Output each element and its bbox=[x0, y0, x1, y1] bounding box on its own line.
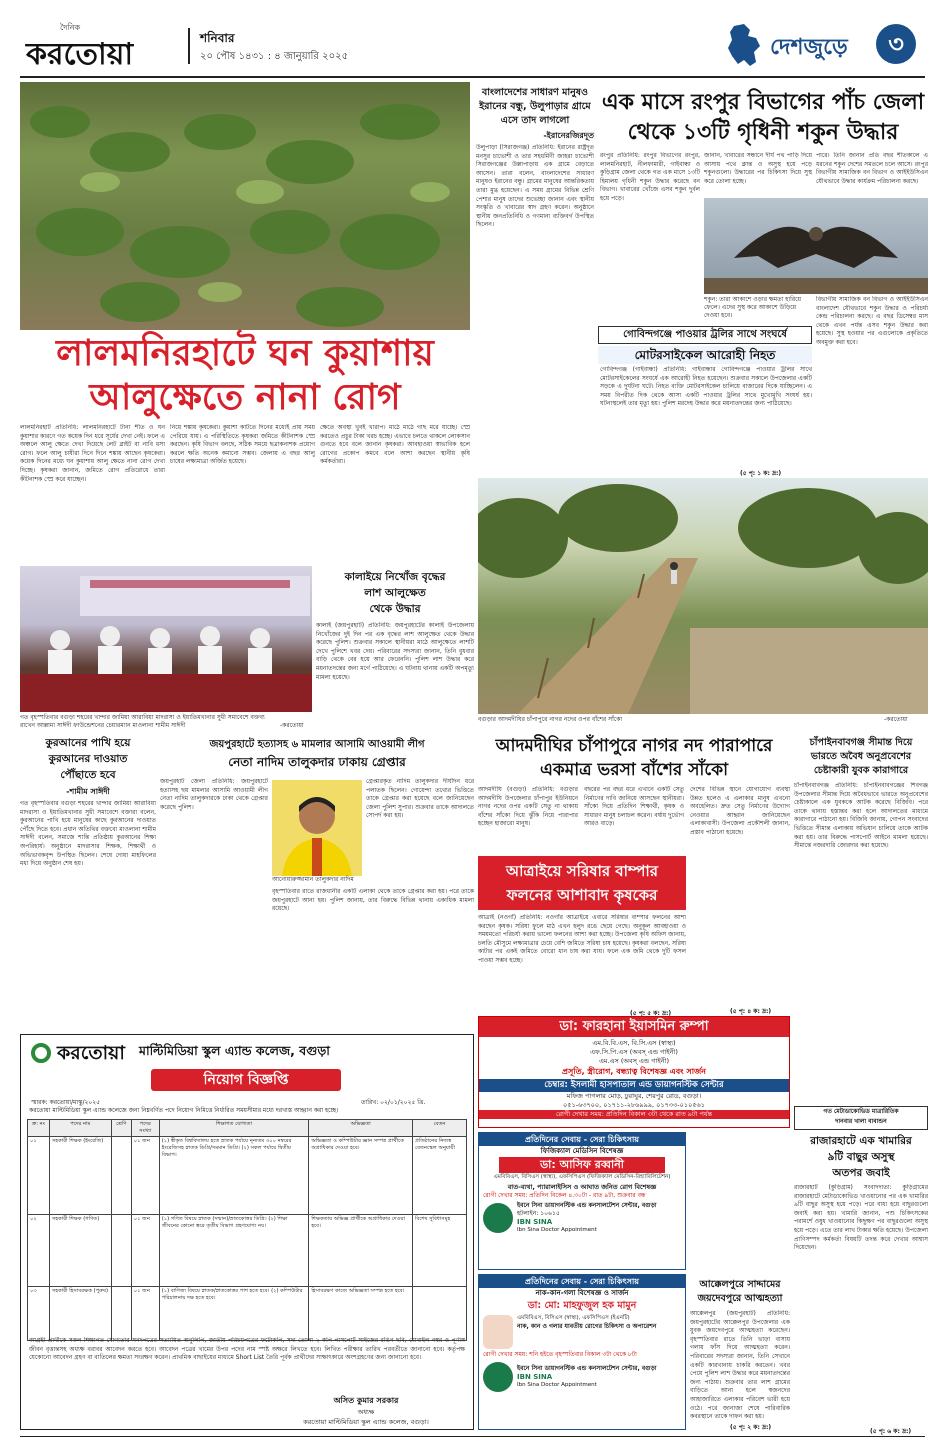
bridge-headline-1: আদমদীঘির চাঁপাপুরে নাগর নদ পারাপারে bbox=[495, 736, 773, 756]
cell bbox=[111, 1137, 131, 1215]
quran-head-3: পৌঁছাতে হবে bbox=[60, 769, 116, 781]
lalmonirhat-col-3: ক্ষেতে অবস্থা খুবই খারাপ। মাঠে মাঠে গাছ মরে যাচ্ছে। স্প্রে করতেও প্রচুর টাকা খরচ হচ্ছে। এভাবে চলতে থাকলে লোকসান গুনতে হবে বলে জানান কৃষকরা। আবহাওয়া স্বাভাবিক হলে রোগের প্রকোপ কমবে বলে আশা করছেন স্থানীয় কৃষি কর্মকর্তারা। bbox=[320, 424, 470, 466]
doctor1-name: ডা: ফারহানা ইয়াসমিন রুম্পা bbox=[479, 1017, 789, 1037]
page-number-text: ৩ bbox=[888, 30, 904, 58]
ulipur-head-3: এসে তাদ লাগলো bbox=[500, 115, 570, 126]
akkelpur-head-2: জয়দেবপুরে আত্মহত্যা bbox=[697, 1293, 783, 1304]
masthead-divider bbox=[188, 28, 190, 64]
ulipur-byline: -ইরানেরজিরদূত bbox=[543, 131, 594, 140]
masthead-rule bbox=[20, 76, 925, 78]
cell bbox=[413, 1287, 467, 1341]
atrai-body: আত্রাই (নওগাঁ) প্রতিনিধি: নওগাঁর আত্রাইয়ে এবারে সরিষার বাম্পার ফলনের আশা করছেন কৃষক। সরিষা ফুলে মাঠ এখন হলুদ রঙে ছেয়ে গেছে। অনুকূল আবহাওয়া ও সময়মতো পরিচর্যা করায় ভালো ফলনের আশা করা হচ্ছে। উপজেলা কৃষি অফিস জানায়, চলতি মৌসুমে লক্ষ্যমাত্রার চেয়ে বেশি জমিতে সরিষা চাষ হয়েছে। কৃষকরা বলছেন, সরিষা কাটার পর একই জমিতে বোরো ধান চাষ করা যায়। ফলে এক জমি থেকে দুটি ফসল পাওয়া সম্ভব হচ্ছে। bbox=[478, 914, 686, 964]
gobindaganj-body: গোবিন্দগঞ্জ (গাইবান্ধা) প্রতিনিধি: গাইবান্ধার গোবিন্দগঞ্জে পাওয়ার ট্রলির সাথে মোটরসাইকেলের সংঘর্ষে এক আরোহী নিহত হয়েছেন। শুক্রবার সকালে উপজেলার একটি সড়কে এ দুর্ঘটনা ঘটে। নিহত ব্যক্তি মোটরসাইকেল চালিয়ে বাজারের দিকে যাচ্ছিলেন। এ সময় বিপরীত দিক থেকে আসা একটি পাওয়ার ট্রলির সাথে মুখোমুখি সংঘর্ষ হয়। ঘটনাস্থলেই তার মৃত্যু হয়। পুলিশ মরদেহ উদ্ধার করে ময়নাতদন্তের জন্য পাঠিয়েছে। bbox=[600, 366, 812, 408]
cell: ০৩ bbox=[28, 1287, 50, 1341]
doctor3-time: রোগী দেখার সময়: শনি হইতে বৃহস্পতিবার বিকাল ৩টা থেকে ৮টা bbox=[483, 1351, 637, 1358]
vulture-right-col: বিভাগীয় সামাজিক বন বিভাগ ও আইইউসিএন বাংলাদেশ যৌথভাবে শকুন উদ্ধার ও পরিচর্যা কেন্দ্র পরিচালনা করছে। এ বছর ডিসেম্বর মাস থেকে এখন পর্যন্ত এসব শকুন উদ্ধার করা হয়েছে। সুস্থ হওয়ার পর এগুলোকে প্রকৃতিতে অবমুক্ত করা হবে। bbox=[816, 296, 928, 346]
col-experience: অভিজ্ঞতা bbox=[309, 1120, 413, 1137]
doctor-ad-2 bbox=[478, 1132, 686, 1270]
doctor2-brand: IBN SINA bbox=[517, 1218, 553, 1226]
school-memo: স্মারক: করতোয়া/মাস্কু/২০২৫ bbox=[31, 1099, 101, 1106]
doctor3-specialty: নাক, কান ও গলার যাবতীয় রোগের চিকিৎসা ও অপারেশন bbox=[517, 1322, 657, 1330]
akkelpur-head-1: আক্কেলপুরে সাদ্দামের bbox=[699, 1279, 781, 1290]
nadim-photo-caption: আনোয়ারুজ্জামান তালুকদার নাদিম bbox=[272, 876, 354, 883]
bridge-credit: -করতোয়া bbox=[884, 716, 908, 723]
chapai-head-3: চেষ্টাকারী যুবক কারাগারে bbox=[813, 765, 909, 776]
doctor2-center: ইবনে সিনা ডায়াগনস্টিক এন্ড কনসালটেশন সেন্টার, বগুড়া bbox=[517, 1202, 657, 1209]
lalmonirhat-col-2: নিয়ে শঙ্কায় কৃষকেরা। কুয়াশা কাটতে দিনের মধ্যেই প্রায় সময় পেরিয়ে যায়। এ পরিস্থিতিতে কৃষকরা জমিতে কীটনাশক স্প্রে করছেন। কৃষি বিভাগ বলছে, সঠিক সময়ে ছত্রাকনাশক প্রয়োগ করলে ক্ষতি অনেক কমানো সম্ভব। জেলায় এ বছর আলু চাষের লক্ষ্যমাত্রা অর্জিত হয়েছে। bbox=[170, 424, 315, 466]
bridge-photo bbox=[478, 478, 928, 714]
school-logo: করতোয়া bbox=[57, 1042, 125, 1064]
chapai-head-2: ভারতে অবৈধ অনুপ্রবেশের bbox=[810, 751, 912, 762]
doctor3-degrees: এমবিবিএস, বিসিএস (স্বাস্থ্য), এফসিপিএস (ইএনটি) bbox=[517, 1315, 630, 1321]
joypurhat-col-1: জয়পুরহাট জেলা প্রতিনিধি: জয়পুরহাটে হত্যাসহ ছয় মামলার আসামি আওয়ামী লীগ নেতা নাদিম তালুকদারকে ঢাকা থেকে গ্রেপ্তার করেছে পুলিশ। bbox=[160, 778, 268, 811]
doctor2-dept: ফিজিক্যাল মেডিসিন বিশেষজ্ঞ bbox=[540, 1147, 624, 1155]
lalmonirhat-headline-2: আলুক্ষেতে নানা রোগ bbox=[89, 377, 401, 418]
gobindaganj-head-2: মোটরসাইকেল আরোহী নিহত bbox=[598, 346, 812, 364]
cell: বিশেষ সুবিধাসমূহ bbox=[413, 1215, 467, 1287]
doctor2-center-info bbox=[517, 1202, 657, 1234]
school-intro: করতোয়া মাল্টিমিডিয়া স্কুল এ্যান্ড কলেজে জন্য নিম্নবর্ণিত পদে নিয়োগ নিমিত্তে নির্ধারিত সময়সীমার মধ্যে দরখাস্ত আহ্বান করা হচ্ছে। bbox=[29, 1107, 339, 1114]
ibn-sina-logo-icon bbox=[483, 1362, 513, 1392]
potato-field-photo bbox=[20, 82, 470, 330]
col-qualification: শিক্ষাগত যোগ্যতা bbox=[159, 1120, 309, 1137]
col-post: পদের নাম bbox=[49, 1120, 111, 1137]
doctor2-degrees: এমবিবিএস, বিসিএস (স্বাস্থ্য), এফসিপিএস (ফিজিক্যাল মেডিসিন-রিহ্যাবিলিটেশন) bbox=[493, 1174, 671, 1180]
doctor3-dept: নাক-কান-গলা বিশেষজ্ঞ ও সার্জন bbox=[535, 1289, 629, 1297]
quran-byline: -শামীম সাঈদী bbox=[66, 787, 110, 796]
doctor1-degrees-2: এফ.সি.পি.এস (অবস্ এন্ড গাইনী) bbox=[590, 1048, 678, 1056]
doctor3-brand: IBN SINA bbox=[517, 1372, 553, 1381]
cell: হিসাবরক্ষণ কাজে অভিজ্ঞতা সম্পন্ন হতে হবে। bbox=[309, 1287, 413, 1341]
doctor1-address: মফিজ পাগলার মোড়, ঢুরাঘুর, শেরপুর রোড, বগুড়া। bbox=[566, 1092, 702, 1100]
col-serial: ক্র: নং bbox=[28, 1120, 50, 1137]
joypurhat-right: গ্রেপ্তারকৃত নাদিম তালুকদার দীর্ঘদিন ধরে পলাতক ছিলেন। গোয়েন্দা তথ্যের ভিত্তিতে তাকে গ্রেপ্তার করা হয়েছে বলে জানিয়েছেন জেলা পুলিশ সুপার। শুক্রবার তাকে আদালতে সোপর্দ করা হয়। bbox=[366, 778, 474, 820]
school-footnote: আগ্রহী প্রার্থীকে সকল শিক্ষাগত যোগ্যতার সনদপত্রের সত্যায়িত অনুলিপি, জাতীয় পরিচয়পত্রের ফটোকপি, সদ্য তোলা ২ কপি পাসপোর্ট সাইজের রঙিন ছবি, মোবাইল নম্বর ও পূর্ণাঙ্গ জীবন বৃত্তান্তসহ অধ্যক্ষ বরাবর আবেদন করতে হবে। আবেদন পত্রের খামের উপর পদের নাম স্পষ্ট অক্ষরে লিখতে হবে। লিখিত পরীক্ষার তারিখ পরবর্তীতে জানানো হবে। কর্তৃপক্ষ যেকোনো আবেদন গ্রহণ বা বাতিলের ক্ষমতা সংরক্ষণ করেন। প্রাথমিক বাছাইয়ের মাধ্যমে Short List তৈরি পূর্বক প্রার্থীদের সাক্ষাৎকারে অংশগ্রহণের জন্য জানানো হবে। bbox=[29, 1337, 465, 1362]
rajarhat-body: রাজারহাট (কুড়িগ্রাম) সংবাদদাতা: কুড়িগ্রামের রাজারহাটে মেটাডাকোভিড খাওয়ানোর পর এক খামারির ৯টি বাছুর অসুস্থ হয়ে পড়ে। পরে বাধ্য হয়ে বাছুরগুলো জবাই করা হয়। খামারি জানান, পশু চিকিৎসকের পরামর্শে ওষুধ খাওয়ানোর কিছুক্ষণ পর বাছুরগুলো অসুস্থ হয়ে পড়ে। এতে তার লাখ টাকার ক্ষতি হয়েছে। উপজেলা প্রাণিসম্পদ কর্মকর্তা বিষয়টি তদন্ত করে দেখার আশ্বাস দিয়েছেন। bbox=[794, 1184, 928, 1252]
atrai-continued: (৫ পৃ: ৫ ক: দ্র:) bbox=[630, 1010, 672, 1017]
kalai-head-3: থেকে উদ্ধার bbox=[369, 603, 421, 615]
chapai-body: চাঁপাইনবাবগঞ্জ প্রতিনিধি: চাঁপাইনবাবগঞ্জের শিবগঞ্জ উপজেলার সীমান্ত দিয়ে অবৈধভাবে ভারতে অনুপ্রবেশের চেষ্টাকালে এক যুবককে আটক করেছে বিজিবি। পরে তাকে থানায় হস্তান্তর করা হলে আদালতের মাধ্যমে কারাগারে পাঠানো হয়। বিজিবি জানায়, গোপন সংবাদের ভিত্তিতে সীমান্ত এলাকায় অভিযান চালিয়ে তাকে আটক করা হয়। তার বিরুদ্ধে পাসপোর্ট আইনে মামলা হয়েছে। সীমান্তে নজরদারি জোরদার করা হয়েছে। bbox=[794, 782, 928, 850]
ulipur-body: উলুপাড়া (সিরাজগঞ্জ) প্রতিনিধি: ইরানের রাষ্ট্রদূত মনসুর চাভোশী ও তার সহধর্মিণী জাহরা চাভোশী সিরাজগঞ্জের উল্লাপাড়ায় এক গ্রামে বেড়াতে আসেন। তারা বলেন, বাংলাদেশের সাধারণ মানুষও ইরানের বন্ধু। গ্রামের মানুষের আন্তরিকতায় তারা মুগ্ধ হয়েছেন। এ সময় গ্রামের বিভিন্ন শ্রেণি পেশার মানুষ তাদের শুভেচ্ছা জানান এবং স্থানীয় সংস্কৃতি ও খাবারের স্বাদ গ্রহণ করেন। অনুষ্ঠানে স্থানীয় জনপ্রতিনিধি ও গণমান্য ব্যক্তিবর্গ উপস্থিত ছিলেন। bbox=[476, 144, 594, 229]
gobindaganj-continued: (৫ পৃ: ১ ক: দ্র:) bbox=[740, 470, 782, 477]
doctor3-banner: প্রতিদিনের সেবায় - সেরা চিকিৎসায় bbox=[479, 1275, 685, 1288]
vulture-col-3: পারে। তিনি জানান প্রতি বছর শীতকালে এ ধরনের শকুন দেশের সমতলে চলে আসে। রংপুর বিভাগীয় সামাজিক বন বিভাগ ও আইইউসিএন যৌথভাবে উদ্ধার কার্যক্রম পরিচালনা করছে। bbox=[816, 152, 928, 185]
doctor2-name: ডা: আসিফ রব্বানী bbox=[499, 1157, 665, 1173]
rajarhat-head-3: অতপর জবাই bbox=[832, 1167, 890, 1179]
cell: প্রতিষ্ঠানের নিজস্ব বেতনস্কেল অনুযায়ী bbox=[413, 1137, 467, 1215]
cell: (১) বাণিজ্য বিষয়ে স্নাতক/স্নাতকোত্তর পাশ হতে হবে। (২) কম্পিউটার পরিচালনায় দক্ষ হতে হবে। bbox=[159, 1287, 309, 1341]
meeting-photo bbox=[20, 566, 312, 712]
kalai-body: কালাই (জয়পুরহাট) প্রতিনিধি: জয়পুরহাটের কালাই উপজেলায় নিখোঁজের দুই দিন পর এক বৃদ্ধের লাশ আলুক্ষেত থেকে উদ্ধার করেছে পুলিশ। শুক্রবার সকালে স্থানীয়রা মাঠে আলুক্ষেতে লাশটি দেখে পুলিশে খবর দেয়। পরিবারের সদস্যরা জানান, তিনি বুধবার বাড়ি থেকে বের হয়ে আর ফেরেননি। পুলিশ লাশ উদ্ধার করে ময়নাতদন্তের জন্য মর্গে পাঠিয়েছে। এ ঘটনায় থানায় একটি অপমৃত্যু মামলা হয়েছে। bbox=[316, 622, 474, 681]
col-count: পদের সংখ্যা bbox=[131, 1120, 159, 1137]
bridge-col-2: বছরের পর বছর ধরে এখানে একটি সেতু নির্মাণের দাবি জানিয়ে আসছেন স্থানীয়রা। সাঁকো দিয়ে প্রতিদিন শিক্ষার্থী, কৃষক ও সাধারণ মানুষ চলাচল করেন। বর্ষায় দুর্ভোগ আরও বাড়ে। bbox=[584, 786, 684, 828]
joypurhat-head-1: জয়পুরহাটে হত্যাসহ ৬ মামলার আসামি আওয়ামী লীগ bbox=[209, 739, 425, 750]
cell: সহকারী শিক্ষক (গণিত) bbox=[49, 1215, 111, 1287]
rajarhat-kicker-2: দানবার খালা বাবান্ডন bbox=[835, 1118, 887, 1125]
recruitment-title: নিয়োগ বিজ্ঞপ্তি bbox=[203, 1072, 289, 1088]
doctor1-time: রোগী দেখার সময়: প্রতিদিন বিকাল ৩টা থেকে রাত ৯টা পর্যন্ত bbox=[479, 1110, 789, 1119]
bridge-headline-2: একমাত্র ভরসা বাঁশের সাঁকো bbox=[539, 760, 729, 780]
chapai-head-1: চাঁপাইনবাবগঞ্জ সীমান্ত দিয়ে bbox=[809, 737, 913, 748]
doctor3-name: ডা: মো: মাহফুজুল হক মামুন bbox=[527, 1300, 637, 1311]
cell bbox=[111, 1215, 131, 1287]
joypurhat-col-2: বৃহস্পতিবার রাতে রাজধানীর একটি এলাকা থেকে তাকে গ্রেপ্তার করা হয়। পরে তাকে জয়পুরহাটে আনা হয়। পুলিশ জানায়, তার বিরুদ্ধে বিভিন্ন থানায় একাধিক মামলা রয়েছে। bbox=[272, 888, 474, 913]
doctor1-degrees: এম.বি.বি.এস, বি.সি.এস (স্বাস্থ্য) bbox=[592, 1039, 676, 1047]
doctor1-chamber: চেম্বার: ইসলামী হাসপাতাল এন্ড ডায়াগনস্টিক সেন্টার bbox=[479, 1079, 789, 1092]
cell: (১) স্বীকৃত বিশ্ববিদ্যালয় হতে স্নাতক পর্যায়ে নূন্যতম ৩০০ নম্বরের ইংরেজিসহ স্নাতক ডিগ্রি/সমমান ডিগ্রি। (২) সকল পর্যায়ে দ্বিতীয় বিভাগ। bbox=[159, 1137, 309, 1215]
page-bottom-rule bbox=[20, 1436, 925, 1437]
school-ad bbox=[20, 1034, 474, 1430]
meeting-credit: -করতোয়া bbox=[280, 722, 304, 729]
cell: ০১ জন bbox=[131, 1287, 159, 1341]
cell bbox=[111, 1287, 131, 1341]
vacancy-table-header bbox=[28, 1120, 467, 1137]
vulture-caption: শকুন: তারা আকাশে ওড়ার ক্ষমতা হারিয়ে ফেলে। এদের সুস্থ করে আকাশে উড়িয়ে দেওয়া হবে। bbox=[704, 296, 802, 319]
lalmonirhat-headline-1: লালমনিরহাটে ঘন কুয়াশায় bbox=[56, 333, 434, 374]
col-salary: বেতন bbox=[413, 1120, 467, 1137]
akkelpur-body: আক্কেলপুর (জয়পুরহাট) প্রতিনিধি: জয়পুরহাটের আক্কেলপুর উপজেলার এক যুবক জয়দেবপুরে আত্মহত্যা করেছেন। বৃহস্পতিবার রাতে তিনি ভাড়া বাসায় গলায় ফাঁস দিয়ে আত্মহত্যা করেন। পরিবারের সদস্যরা জানান, তিনি সেখানে একটি কারখানায় চাকরি করতেন। খবর পেয়ে পুলিশ লাশ উদ্ধার করে ময়নাতদন্তের জন্য পাঠায়। শুক্রবার তার লাশ গ্রামের বাড়িতে আনা হলে স্বজনদের আহাজারিতে এলাকার পরিবেশ ভারী হয়ে ওঠে। পরে জানাজা শেষে পারিবারিক কবরস্থানে তাকে দাফন করা হয়। bbox=[690, 1310, 790, 1420]
doctor3-center-row bbox=[479, 1360, 685, 1394]
doctor3-details bbox=[517, 1315, 656, 1349]
joypurhat-head-2: নেতা নাদিম তালুকদার ঢাকায় গ্রেপ্তার bbox=[228, 755, 406, 769]
masthead-date: ২০ পৌষ ১৪৩১ : ৪ জানুয়ারি ২০২৫ bbox=[200, 51, 349, 62]
school-logo-icon bbox=[31, 1043, 51, 1063]
vulture-headline-2: থেকে ১৩টি গৃধিনী শকুন উদ্ধার bbox=[627, 120, 899, 145]
bridge-col-1: আদমদীঘি (বগুড়া) প্রতিনিধি: বগুড়ার আদমদীঘি উপজেলার চাঁপাপুর ইউনিয়নে নাগর নদের ওপর একটি সেতু না থাকায় বাঁশের সাঁকো দিয়ে ঝুঁকি নিয়ে পারাপার হচ্ছেন হাজারো মানুষ। bbox=[478, 786, 578, 828]
gobindaganj-head-band bbox=[598, 326, 812, 344]
cell: ০১ bbox=[28, 1137, 50, 1215]
principal-name: অসিত কুমার সরকার bbox=[333, 1396, 399, 1405]
cell: শিক্ষকতায় অভিজ্ঞ প্রার্থীকে অগ্রাধিকার দেওয়া হবে। bbox=[309, 1215, 413, 1287]
rajarhat-kicker-band bbox=[794, 1106, 928, 1130]
atrai-headline-2: ফলনের আশাবাদ কৃষকের bbox=[506, 886, 658, 904]
vulture-col-1: রংপুর প্রতিনিধি: রংপুর বিভাগের রংপুর, লালমনিরহাট, নীলফামারী, গাইবান্ধা ও কুড়িগ্রাম জেলা থেকে গত এক মাসে ১৩টি হিমালয় গৃধিনী শকুন উদ্ধার করেছে বন বিভাগ। খাবারের খোঁজে এসব শকুন দুর্বল হয়ে পড়ে। bbox=[600, 152, 700, 202]
vulture-col-2: জানান, খাবারের সন্ধানে দীর্ঘ পথ পাড়ি দিয়ে আসায় পথে ক্লান্ত ও অসুস্থ হয়ে পড়ে শকুনগুলো। উদ্ধারের পর চিকিৎসা দিয়ে সুস্থ করে তোলা হচ্ছে। bbox=[704, 152, 812, 185]
table-row bbox=[28, 1137, 467, 1215]
table-row bbox=[28, 1287, 467, 1341]
bridge-col-3: দেশের বিভিন্ন স্থানে যোগাযোগ ব্যবস্থা উন্নত হলেও এ এলাকার মানুষ এখনো অবহেলিত। দ্রুত সেতু নির্মাণের উদ্যোগ নেওয়ার আহ্বান জানিয়েছেন এলাকাবাসী। উপজেলা প্রকৌশলী জানান, প্রস্তাব পাঠানো হয়েছে। bbox=[690, 786, 790, 836]
doctor-ad-1 bbox=[478, 1016, 790, 1128]
doctor2-center-row bbox=[479, 1200, 685, 1236]
rajarhat-head-2: ৯টি বাছুর অসুস্থ bbox=[827, 1151, 895, 1163]
doctor1-phone[interactable]: ০৫১-৬৩৭০০, ০১৭১১-২৮৬৯৯৯, ০১৭৩৩-০১০৫৬১ bbox=[563, 1101, 705, 1109]
doctor3-center: ইবনে সিনা ডায়াগনস্টিক এন্ড কনসালটেশন সেন্টার, বগুড়া bbox=[517, 1364, 657, 1372]
doctor3-center-info bbox=[517, 1365, 657, 1389]
principal-institution: করতোয়া মাল্টিমিডিয়া স্কুল এ্যান্ড কলেজ, বগুড়া। bbox=[303, 1418, 429, 1426]
masthead bbox=[0, 0, 945, 80]
doctor2-time: রোগী দেখার সময়: প্রতিদিন বিকেল ৪.৩০টা - রাত ৯টা, শুক্রবার বন্ধ bbox=[483, 1191, 646, 1199]
table-row bbox=[28, 1215, 467, 1287]
ulipur-head-2: ইরানের বন্ধু, উলুপাড়ার গ্রামে bbox=[479, 101, 591, 112]
atrai-headline-1: আত্রাইয়ে সরিষার বাম্পার bbox=[506, 862, 658, 880]
cell: ০১ জন bbox=[131, 1215, 159, 1287]
school-title: মাল্টিমিডিয়া স্কুল এ্যান্ড কলেজ, বগুড়া bbox=[139, 1043, 330, 1058]
masthead-day: শনিবার bbox=[200, 31, 235, 45]
quran-head-1: কুরআনের পাখি হয়ে bbox=[45, 737, 131, 749]
vulture-headline-1: এক মাসে রংপুর বিভাগের পাঁচ জেলা bbox=[601, 90, 925, 115]
doctor3-info-row bbox=[479, 1313, 685, 1351]
doctor2-hotline[interactable]: হটলাইন: ১০৬১৫ bbox=[517, 1210, 560, 1217]
vulture-photo bbox=[704, 198, 928, 294]
ulipur-head-1: বাংলাদেশের সাধারণ মানুষও bbox=[481, 87, 589, 98]
ibn-sina-logo-icon bbox=[483, 1203, 513, 1233]
nadim-photo bbox=[272, 780, 362, 876]
cell: ০২ bbox=[28, 1215, 50, 1287]
cell: সহকারী শিক্ষক (ইংরেজি) bbox=[49, 1137, 111, 1215]
rajarhat-continued: (৫ পৃ: ৬ ক: দ্র:) bbox=[870, 1428, 912, 1435]
doctor2-specialty: বাত-ব্যথা, প্যারালাইসিস ও আঘাত জনিত রোগ বিশেষজ্ঞ bbox=[507, 1182, 657, 1191]
rajarhat-kicker-1: গত মেটাডাকোভিড মাত্রারিতিক bbox=[823, 1108, 899, 1115]
cell: অভিজ্ঞতা ও কম্পিউটার জ্ঞান সম্পন্ন প্রার্থীকে অগ্রাধিকার দেওয়া হবে। bbox=[309, 1137, 413, 1215]
recruitment-banner bbox=[151, 1069, 341, 1091]
kalai-head-1: কালাইয়ে নিখোঁজ বৃদ্ধের bbox=[344, 571, 446, 583]
bridge-continued: (৫ পৃ: ৪ ক: দ্র:) bbox=[730, 1008, 772, 1015]
logo-small: দৈনিক bbox=[60, 23, 81, 32]
gobindaganj-head-1: গোবিন্দগঞ্জে পাওয়ার ট্রলির সাথে সংঘর্ষে bbox=[623, 329, 787, 340]
lalmonirhat-col-1: লালমনিরহাট প্রতিনিধি: লালমনিরহাটে টানা শীত ও ঘন কুয়াশার কারণে গত কয়েক দিন ধরে সূর্যের দেখা নেই। ফলে এ অঞ্চলে আলু ক্ষেতে দেখা দিয়েছে লেট ব্লাইট বা নাবি ধসা রোগ। ফলে আলু চাষীরা দিনে দিনে শঙ্কায় আছেন কৃষকেরা। কয়েক দিনের মধ্যে ঘন কুয়াশায় আলু ক্ষেতে নানা রোগ দেখা দিচ্ছে। কৃষকরা জানান, জমিতে রোগ প্রতিরোধে তারা কীটনাশক স্প্রে করে যাচ্ছেন। bbox=[20, 424, 165, 483]
principal-title: অধ্যক্ষ bbox=[357, 1408, 375, 1416]
meeting-caption: গত বৃহস্পতিবার বগুড়া শহরের খান্দার জামিয়া আরাবিয়া মাদরাসা ও ইয়াতিমখানার সুধী সমাবেশে বক্তব্য রাখেন আল্লামা সাঈদী ফাউন্ডেশনের চেয়ারম্যান মাওলানা শামীম সাঈদী bbox=[20, 714, 265, 729]
ent-illustration-icon bbox=[483, 1315, 513, 1349]
page-number bbox=[876, 24, 916, 64]
quran-head-2: কুরআনের দাওয়াত bbox=[48, 753, 128, 765]
doctor3-brand-2: Ibn Sina Doctor Appointment bbox=[517, 1381, 597, 1388]
cell: (১) গণিত বিষয়ে স্নাতক (সম্মান)/স্নাতকোত্তর ডিগ্রি। (২) শিক্ষা জীবনের কোনো স্তরে তৃতীয় বিভাগ গ্রহণযোগ্য নয়। bbox=[159, 1215, 309, 1287]
doctor-ad-3 bbox=[478, 1274, 686, 1430]
doctor1-degrees-3: এম.এস (অবস্ এন্ড গাইনী) bbox=[598, 1057, 670, 1065]
bangladesh-map-icon bbox=[720, 22, 768, 74]
section-title: দেশজুড়ে bbox=[770, 35, 848, 60]
cell: ০১ জন bbox=[131, 1137, 159, 1215]
doctor2-banner: প্রতিদিনের সেবায় - সেরা চিকিৎসায় bbox=[479, 1133, 685, 1146]
quran-body: গত বৃহস্পতিবার বগুড়া শহরের খান্দার জামিয়া আরাবিয়া মাদরাসা ও ইয়াতিমখানার সুধী সমাবেশে বক্তারা বলেন, কুরআনের পাখি হয়ে মানুষের কাছে কুরআনের দাওয়াত পৌঁছে দিতে হবে। প্রধান অতিথির বক্তব্যে মাওলানা শামীম সাঈদী বলেন, সমাজে শান্তি প্রতিষ্ঠায় কুরআনের শিক্ষা অপরিহার্য। অনুষ্ঠানে মাদরাসার শিক্ষক, শিক্ষার্থী ও অভিভাবকবৃন্দ উপস্থিত ছিলেন। শেষে দোয়া মাহফিলের মধ্য দিয়ে অনুষ্ঠান শেষ হয়। bbox=[20, 800, 156, 868]
doctor2-brand-2: Ibn Sina Doctor Appointment bbox=[517, 1227, 597, 1233]
col-class: শ্রেণি bbox=[111, 1120, 131, 1137]
doctor1-specialty: প্রসূতি, স্ত্রীরোগ, বন্ধ্যাত্ব বিশেষজ্ঞ এবং সার্জন bbox=[562, 1067, 706, 1076]
bridge-caption: বগুড়ার আদমদীঘির চাঁপাপুরে নাগর নদের ওপর বাঁশের সাঁকো bbox=[478, 716, 623, 723]
rajarhat-head-1: রাজারহাটে এক খামারির bbox=[810, 1135, 912, 1147]
logo: করতোয়া bbox=[26, 37, 134, 72]
school-date: তারিখ: ০২/০১/২০২৫ খ্রি. bbox=[361, 1099, 426, 1106]
vacancy-table bbox=[27, 1119, 467, 1341]
cell: সহকারী হিসাবরক্ষক (পুরুষ) bbox=[49, 1287, 111, 1341]
akkelpur-continued: (৫ পৃ: ২ ক: দ্র:) bbox=[730, 1424, 772, 1431]
kalai-head-2: লাশ আলুক্ষেত bbox=[364, 587, 426, 599]
